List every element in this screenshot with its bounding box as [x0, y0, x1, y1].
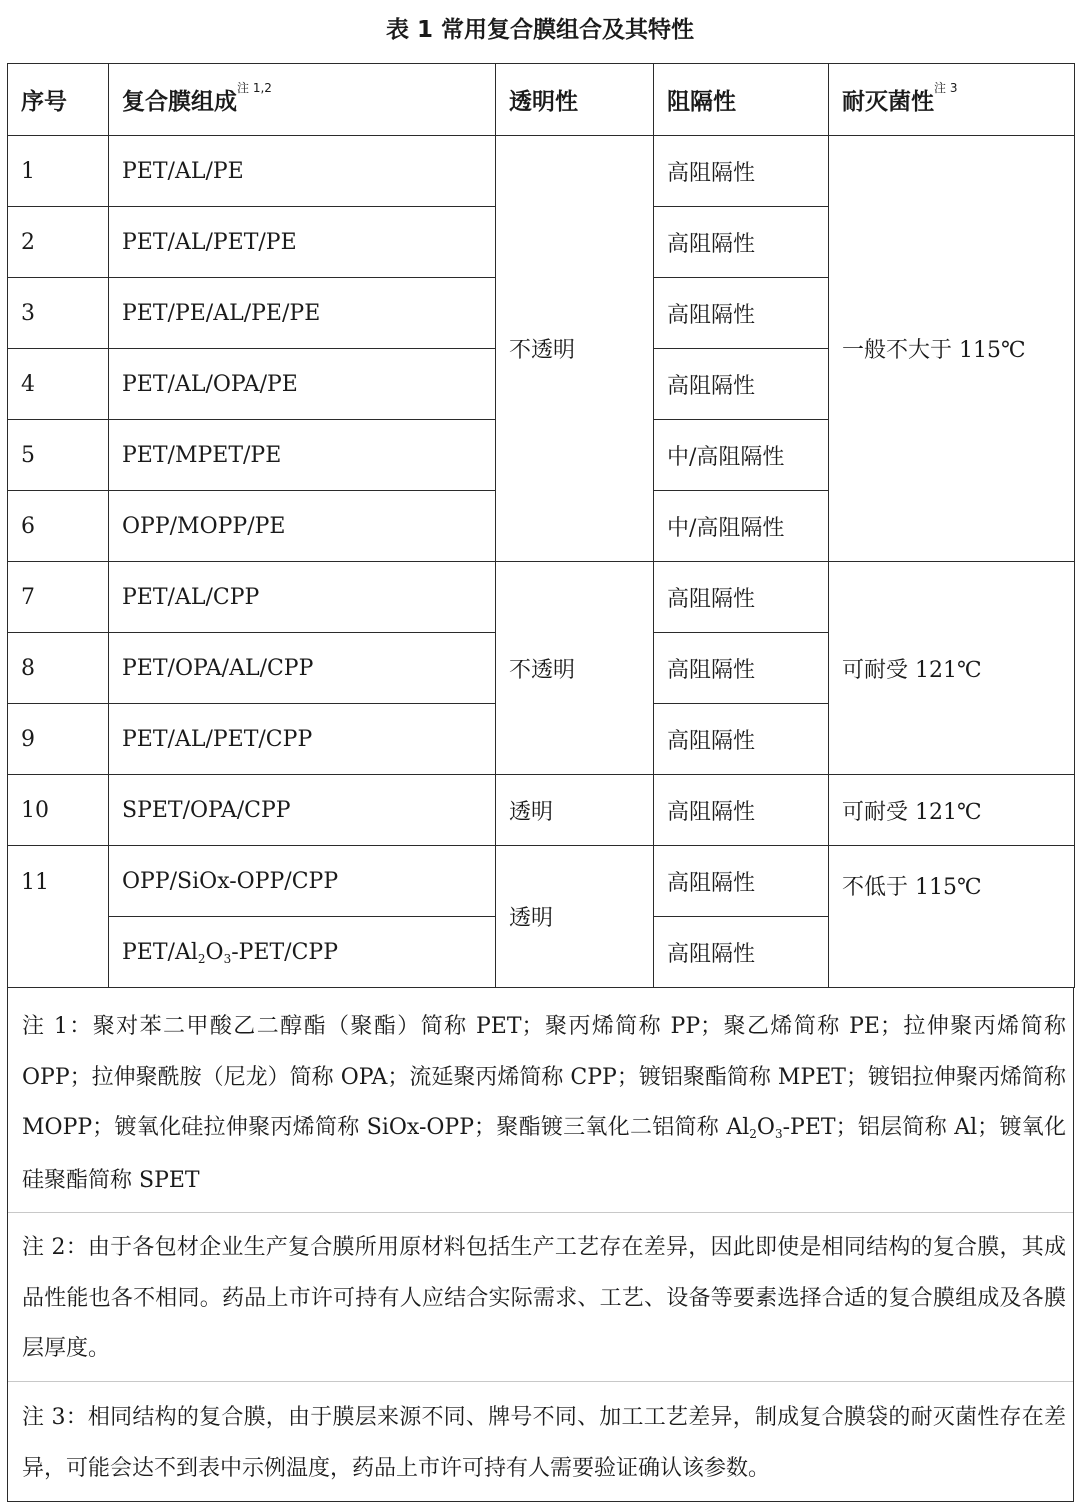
table-row: [8, 775, 1075, 846]
row-barrier: 中/高阻隔性: [654, 491, 829, 562]
note-1-text: 注 1：聚对苯二甲酸乙二醇酯（聚酯）简称 PET；聚丙烯简称 PP；聚乙烯简称 PE；拉伸聚丙烯简称 OPP；拉伸聚酰胺（尼龙）简称 OPA；流延聚丙烯简称 CPP；镀铝聚酯简称 MPET；镀铝拉伸聚丙烯简称 MOPP；镀氧化硅拉伸聚丙烯简称 SiOx-OPP；聚酯镀三氧化二铝简称 Al: [22, 1014, 1066, 1140]
row-composition: OPP/MOPP/PE: [109, 491, 496, 562]
row-composition: PET/AL/CPP: [109, 562, 496, 633]
group-sterilization: 一般不大于 115℃: [829, 136, 1075, 562]
row-barrier: 高阻隔性: [654, 846, 829, 917]
row-composition: PET/MPET/PE: [109, 420, 496, 491]
row-composition: PET/AL/PE: [109, 136, 496, 207]
subscript: 2: [197, 951, 206, 966]
header-sterilization: [829, 64, 1075, 136]
group-sterilization: 不低于 115℃: [829, 846, 1075, 988]
row-composition: [109, 917, 496, 988]
row-composition: PET/PE/AL/PE/PE: [109, 278, 496, 349]
row-composition: PET/AL/OPA/PE: [109, 349, 496, 420]
note-2: 注 2：由于各包材企业生产复合膜所用原材料包括生产工艺存在差异，因此即使是相同结构的复合膜，其成品性能也各不相同。药品上市许可持有人应结合实际需求、工艺、设备等要素选择合适的复合膜组成及各膜层厚度。: [22, 1235, 1066, 1361]
row-composition: PET/AL/PET/PE: [109, 207, 496, 278]
row-no: 9: [8, 704, 109, 775]
header-transparency: 透明性: [496, 64, 654, 136]
row-barrier: 高阻隔性: [654, 349, 829, 420]
note-1-text: O: [756, 1115, 775, 1140]
group-transparency: 不透明: [496, 136, 654, 562]
table-title: 表 1 常用复合膜组合及其特性: [385, 17, 695, 43]
note-1: [22, 1002, 1066, 1206]
row-barrier: 高阻隔性: [654, 207, 829, 278]
subscript: 3: [223, 951, 232, 966]
header-composition: [109, 64, 496, 136]
table-row: [8, 846, 1075, 917]
group-transparency: 透明: [496, 775, 654, 846]
row-barrier: 高阻隔性: [654, 917, 829, 988]
group-sterilization: 可耐受 121℃: [829, 775, 1075, 846]
header-row: [8, 64, 1075, 136]
table-row: [8, 136, 1075, 207]
row-barrier: 高阻隔性: [654, 775, 829, 846]
row-barrier: 中/高阻隔性: [654, 420, 829, 491]
row-no: 6: [8, 491, 109, 562]
header-no: 序号: [8, 64, 109, 136]
notes-section: [7, 988, 1074, 1502]
row-composition: PET/AL/PET/CPP: [109, 704, 496, 775]
subscript: 2: [749, 1127, 757, 1141]
row-no: 1: [8, 136, 109, 207]
note-1-text: -PET；铝层简称 Al；镀氧化硅聚酯简称 SPET: [22, 1115, 1066, 1193]
note-divider: [8, 1381, 1073, 1382]
row-barrier: 高阻隔性: [654, 704, 829, 775]
row-no: 7: [8, 562, 109, 633]
row-barrier: 高阻隔性: [654, 136, 829, 207]
group-transparency: 透明: [496, 846, 654, 988]
row-no: 3: [8, 278, 109, 349]
group-transparency: 不透明: [496, 562, 654, 775]
header-sterilization-label: 耐灭菌性: [842, 89, 934, 115]
row-no: 11: [8, 846, 109, 988]
table-row: [8, 562, 1075, 633]
header-sterilization-note: 注 3: [934, 81, 958, 95]
note-3: 注 3：相同结构的复合膜，由于膜层来源不同、牌号不同、加工工艺差异，制成复合膜袋的耐灭菌性存在差异，可能会达不到表中示例温度，药品上市许可持有人需要验证确认该参数。: [22, 1405, 1066, 1481]
row-no: 10: [8, 775, 109, 846]
row-no: 2: [8, 207, 109, 278]
row-composition: SPET/OPA/CPP: [109, 775, 496, 846]
row-no: 4: [8, 349, 109, 420]
row-barrier: 高阻隔性: [654, 633, 829, 704]
subscript: 3: [774, 1127, 783, 1141]
row-composition: PET/OPA/AL/CPP: [109, 633, 496, 704]
row-no: 8: [8, 633, 109, 704]
row-barrier: 高阻隔性: [654, 278, 829, 349]
row-composition: OPP/SiOx-OPP/CPP: [109, 846, 496, 917]
row-no: 5: [8, 420, 109, 491]
composition-part: -PET/CPP: [231, 939, 339, 965]
header-composition-note: 注 1,2: [237, 81, 272, 95]
composite-film-table: [7, 63, 1075, 988]
note-divider: [8, 1212, 1073, 1213]
group-sterilization: 可耐受 121℃: [829, 562, 1075, 775]
composition-part: PET/Al: [122, 939, 198, 965]
row-barrier: 高阻隔性: [654, 562, 829, 633]
header-barrier: 阻隔性: [654, 64, 829, 136]
header-composition-label: 复合膜组成: [122, 89, 237, 115]
composition-part: O: [205, 939, 224, 965]
